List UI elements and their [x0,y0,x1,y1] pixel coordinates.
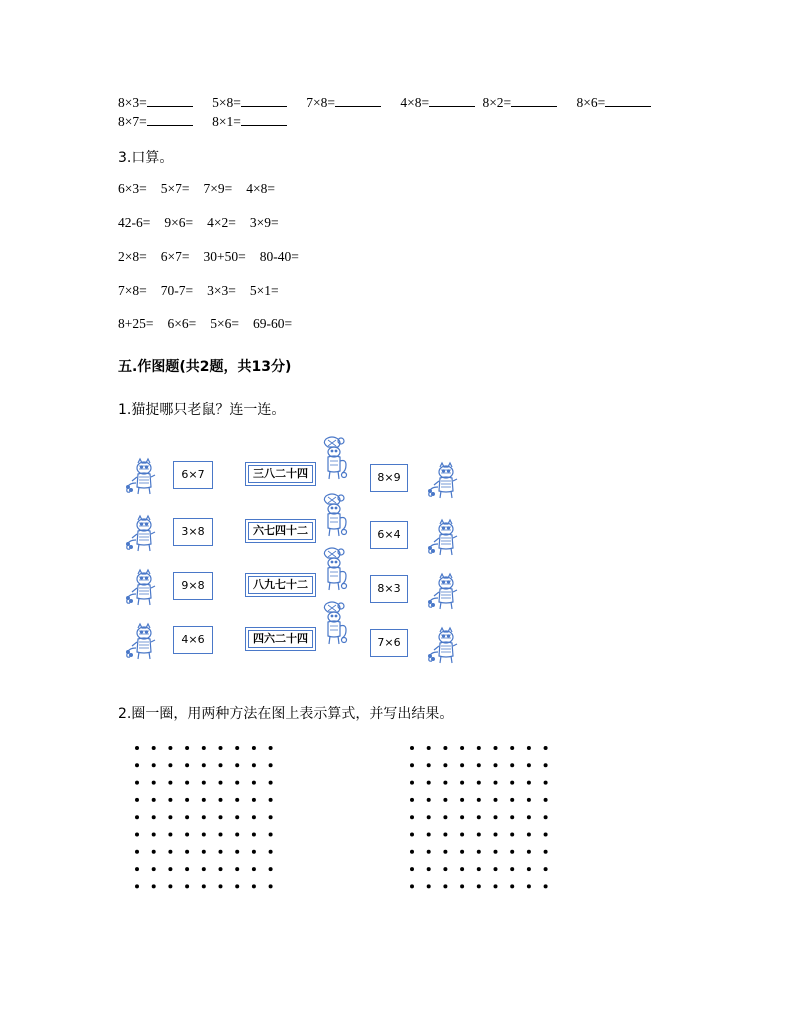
grid-dot [544,833,548,837]
equation: 8×3= [118,94,193,111]
equation: 8×2= [482,94,557,111]
grid-dot [202,746,206,750]
grid-dot [135,833,139,837]
grid-dot [152,833,156,837]
oral-equation: 7×8= [118,283,147,298]
grid-dot [152,746,156,750]
grid-dot [427,833,431,837]
grid-dot [427,815,431,819]
grid-dot [185,867,189,871]
grid-dot [544,798,548,802]
grid-dot [269,763,273,767]
grid-dot [427,781,431,785]
grid-dot [460,763,464,767]
grid-dot [168,781,172,785]
equation: 5×8= [212,94,287,111]
grid-dot [460,867,464,871]
grid-dot [185,746,189,750]
grid-dot [235,833,239,837]
grid-dot [527,815,531,819]
grid-dot [135,850,139,854]
grid-dot [544,850,548,854]
equation: 4×8= [400,94,475,111]
grid-dot [135,746,139,750]
mouse-label: 八九七十二 [248,576,313,594]
grid-dot [168,867,172,871]
oral-equation: 6×6= [167,316,197,331]
grid-dot [152,815,156,819]
grid-dot [410,815,414,819]
grid-dot [252,781,256,785]
grid-dot [527,850,531,854]
grid-dot [168,763,172,767]
grid-dot [269,850,273,854]
grid-dot [494,850,498,854]
grid-dot [235,815,239,819]
grid-dot [235,850,239,854]
grid-dot [219,850,223,854]
grid-dot [510,850,514,854]
mouse-label: 四六二十四 [248,630,313,648]
grid-dot [544,781,548,785]
grid-dot [252,884,256,888]
grid-dot [168,746,172,750]
grid-dot [510,815,514,819]
grid-dot [460,833,464,837]
grid-dot [235,798,239,802]
mouse-label: 六七四十二 [248,522,313,540]
grid-dot [135,884,139,888]
grid-dot [269,884,273,888]
grid-dot [477,833,481,837]
grid-dot [168,798,172,802]
mouse-label-box[interactable] [245,627,316,651]
grid-dot [168,884,172,888]
cat-icon [424,518,464,563]
oral-row [118,215,279,231]
mouse-label-box[interactable] [245,519,316,543]
grid-dot [269,833,273,837]
grid-dot [219,867,223,871]
grid-dot [185,798,189,802]
grid-dot [135,798,139,802]
grid-dot [185,763,189,767]
grid-dot [152,867,156,871]
grid-dot [427,746,431,750]
oral-equation: 4×2= [207,215,236,230]
grid-dot [135,815,139,819]
grid-dot [544,815,548,819]
grid-dot [427,867,431,871]
grid-dot [427,798,431,802]
grid-dot [494,798,498,802]
cat-icon [122,568,162,613]
grid-dot [460,746,464,750]
oral-equation: 8+25= [118,316,154,331]
grid-dot [494,815,498,819]
oral-equation: 5×1= [249,283,279,298]
grid-dot [443,746,447,750]
grid-dot [410,867,414,871]
grid-dot [235,867,239,871]
grid-dot [527,798,531,802]
oral-equation: 7×9= [203,181,233,196]
grid-dot [477,746,481,750]
grid-dot [460,815,464,819]
grid-dot [135,867,139,871]
grid-dot [477,884,481,888]
oral-equation: 70-7= [160,283,194,298]
grid-dot [252,798,256,802]
grid-dot [185,833,189,837]
grid-dot [443,798,447,802]
grid-dot [202,867,206,871]
grid-dot [219,763,223,767]
grid-dot [443,833,447,837]
grid-dot [460,798,464,802]
grid-dot [494,884,498,888]
grid-dot [219,884,223,888]
grid-dot [152,850,156,854]
grid-dot [494,867,498,871]
grid-dot [235,884,239,888]
grid-dot [527,781,531,785]
cat-expression-box[interactable]: 6×7 [173,461,213,489]
grid-dot [410,884,414,888]
question-2-title: 2.圈一圈，用两种方法在图上表示算式，并写出结果。 [118,706,454,722]
answer-blank[interactable] [605,94,651,107]
grid-dot [219,798,223,802]
grid-dot [477,798,481,802]
grid-dot [544,867,548,871]
grid-dot [202,850,206,854]
oral-equation: 9×6= [164,215,194,230]
grid-dot [527,763,531,767]
mouse-icon [312,435,350,486]
grid-dot [219,781,223,785]
grid-dot [135,781,139,785]
grid-dot [443,815,447,819]
grid-dot [544,746,548,750]
grid-dot [460,850,464,854]
grid-dot [185,884,189,888]
answer-blank[interactable] [241,113,287,126]
grid-dot [168,833,172,837]
dot-grid-left[interactable] [128,740,278,895]
cat-expression-box[interactable]: 8×9 [370,464,408,492]
equation: 7×8= [306,94,381,111]
grid-dot [269,815,273,819]
grid-dot [202,815,206,819]
grid-dot [410,850,414,854]
oral-equation: 3×3= [207,283,236,298]
grid-dot [527,746,531,750]
answer-blank[interactable] [511,94,557,107]
mouse-icon [312,492,350,543]
oral-equation: 6×7= [160,249,190,264]
grid-dot [427,850,431,854]
cat-expression-box[interactable]: 6×4 [370,521,408,549]
grid-dot [269,781,273,785]
grid-dot [252,815,256,819]
grid-dot [252,763,256,767]
oral-equation: 3×9= [249,215,279,230]
grid-dot [202,763,206,767]
oral-equation: 4×8= [246,181,275,196]
equation: 8×6= [577,94,652,111]
answer-blank[interactable] [147,113,193,126]
section-5-title: 五.作图题(共2题，共13分) [118,359,292,375]
question-3-title: 3.口算。 [118,150,174,166]
answer-blank[interactable] [335,94,381,107]
mouse-label: 三八二十四 [248,465,313,483]
grid-dot [410,798,414,802]
cat-expression-box[interactable]: 7×6 [370,629,408,657]
cat-icon [424,461,464,506]
grid-dot [510,763,514,767]
dot-grid-right[interactable] [403,740,553,895]
equation: 8×7= [118,113,193,130]
grid-dot [135,763,139,767]
oral-equation: 5×7= [160,181,190,196]
grid-dot [477,867,481,871]
grid-dot [252,867,256,871]
grid-dot [527,833,531,837]
answer-blank[interactable] [241,94,287,107]
grid-dot [202,884,206,888]
grid-dot [168,815,172,819]
grid-dot [443,884,447,888]
oral-equation: 2×8= [118,249,147,264]
question-1-title: 1.猫捉哪只老鼠？连一连。 [118,402,286,418]
oral-equation: 80-40= [259,249,299,264]
grid-dot [152,798,156,802]
oral-equation: 5×6= [210,316,239,331]
grid-dot [252,850,256,854]
fill-row-1 [118,94,651,111]
grid-dot [235,763,239,767]
oral-equation: 30+50= [203,249,246,264]
grid-dot [494,833,498,837]
grid-dot [510,833,514,837]
answer-blank[interactable] [429,94,475,107]
equation: 8×1= [212,113,287,130]
grid-dot [527,867,531,871]
oral-equation: 42-6= [118,215,151,230]
grid-dot [168,850,172,854]
grid-dot [510,884,514,888]
grid-dot [510,746,514,750]
grid-dot [443,867,447,871]
grid-dot [427,884,431,888]
grid-dot [477,781,481,785]
grid-dot [269,867,273,871]
grid-dot [477,763,481,767]
cat-expression-box[interactable]: 4×6 [173,626,213,654]
grid-dot [443,763,447,767]
grid-dot [544,884,548,888]
grid-dot [460,884,464,888]
grid-dot [185,850,189,854]
grid-dot [510,781,514,785]
grid-dot [219,815,223,819]
grid-dot [185,815,189,819]
grid-dot [527,884,531,888]
grid-dot [152,781,156,785]
grid-dot [202,833,206,837]
grid-dot [427,763,431,767]
oral-equation: 69-60= [252,316,293,331]
cat-icon [424,626,464,671]
grid-dot [477,850,481,854]
mouse-icon [312,600,350,651]
grid-dot [152,763,156,767]
grid-dot [410,833,414,837]
grid-dot [235,781,239,785]
grid-dot [269,746,273,750]
cat-icon [122,622,162,667]
grid-dot [219,746,223,750]
cat-icon [122,514,162,559]
grid-dot [185,781,189,785]
grid-dot [269,798,273,802]
grid-dot [510,867,514,871]
oral-row [118,283,279,299]
answer-blank[interactable] [147,94,193,107]
grid-dot [202,798,206,802]
grid-dot [410,746,414,750]
cat-expression-box[interactable]: 8×3 [370,575,408,603]
grid-dot [494,781,498,785]
cat-expression-box[interactable]: 3×8 [173,518,213,546]
cat-icon [122,457,162,502]
fill-row-2 [118,113,287,130]
oral-equation: 6×3= [118,181,147,196]
grid-dot [219,833,223,837]
cat-icon [424,572,464,617]
grid-dot [202,781,206,785]
grid-dot [494,746,498,750]
grid-dot [544,763,548,767]
mouse-label-box[interactable] [245,462,316,486]
oral-row [118,316,292,332]
grid-dot [410,781,414,785]
grid-dot [152,884,156,888]
mouse-icon [312,546,350,597]
oral-row [118,181,275,197]
mouse-label-box[interactable] [245,573,316,597]
grid-dot [410,763,414,767]
grid-dot [477,815,481,819]
grid-dot [443,781,447,785]
grid-dot [510,798,514,802]
grid-dot [252,833,256,837]
grid-dot [494,763,498,767]
oral-row [118,249,299,265]
grid-dot [252,746,256,750]
grid-dot [235,746,239,750]
grid-dot [460,781,464,785]
grid-dot [443,850,447,854]
cat-expression-box[interactable]: 9×8 [173,572,213,600]
